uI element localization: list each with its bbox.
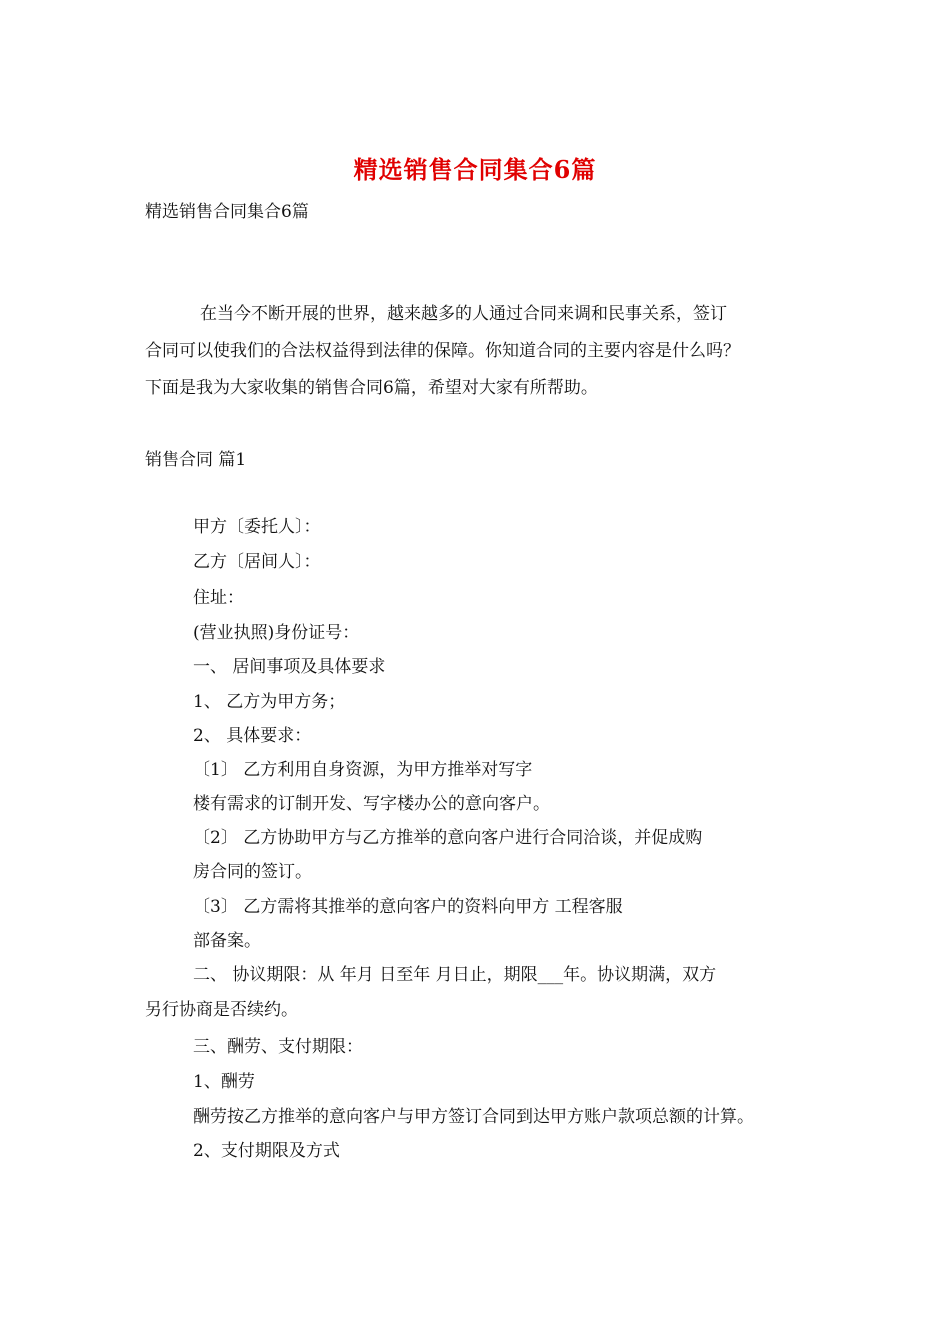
body-line-13: 部备案。 — [193, 931, 261, 951]
body-line-14: 二、 协议期限：从 年月 日至年 月日止，期限___年。协议期满，双方 — [193, 965, 717, 985]
section-heading: 销售合同 篇1 — [145, 450, 247, 470]
body-line-3: 住址： — [193, 588, 244, 608]
document-subtitle: 精选销售合同集合6篇 — [145, 202, 309, 222]
body-line-19: 2、支付期限及方式 — [193, 1141, 340, 1161]
body-line-10: 〔2〕 乙方协助甲方与乙方推举的意向客户进行合同洽谈，并促成购 — [193, 828, 703, 848]
body-line-8: 〔1〕 乙方利用自身资源，为甲方推举对写字 — [193, 760, 533, 780]
body-line-15: 另行协商是否续约。 — [145, 1000, 298, 1020]
body-line-9: 楼有需求的订制开发、写字楼办公的意向客户。 — [193, 794, 550, 814]
document-title: 精选销售合同集合6篇 — [353, 155, 597, 184]
body-line-5: 一、 居间事项及具体要求 — [193, 657, 386, 677]
intro-line-2: 合同可以使我们的合法权益得到法律的保障。你知道合同的主要内容是什么吗？ — [145, 341, 740, 361]
intro-line-1: 在当今不断开展的世界，越来越多的人通过合同来调和民事关系，签订 — [200, 304, 727, 324]
body-line-1: 甲方〔委托人〕： — [193, 517, 321, 537]
body-line-18: 酬劳按乙方推举的意向客户与甲方签订合同到达甲方账户款项总额的计算。 — [193, 1107, 754, 1127]
intro-line-3: 下面是我为大家收集的销售合同6篇，希望对大家有所帮助。 — [145, 378, 598, 398]
body-line-12: 〔3〕 乙方需将其推举的意向客户的资料向甲方 工程客服 — [193, 897, 623, 917]
body-line-7: 2、 具体要求： — [193, 726, 312, 746]
body-line-2: 乙方〔居间人〕： — [193, 552, 321, 572]
body-line-16: 三、酬劳、支付期限： — [193, 1037, 363, 1057]
body-line-17: 1、酬劳 — [193, 1072, 255, 1092]
body-line-11: 房合同的签订。 — [193, 862, 312, 882]
body-line-4: (营业执照)身份证号： — [193, 623, 360, 643]
body-line-6: 1、 乙方为甲方务； — [193, 692, 346, 712]
